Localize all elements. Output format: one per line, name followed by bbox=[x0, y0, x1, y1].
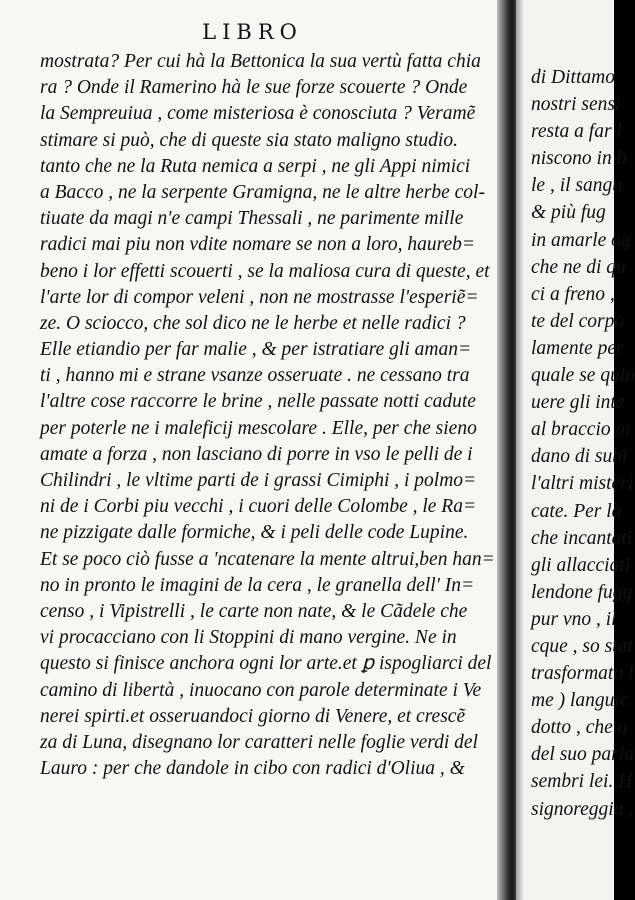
text-line: del suo parla bbox=[531, 744, 634, 766]
text-line: uere gli inte bbox=[531, 392, 625, 414]
text-line: Elle etiandio per far malie , & per istratiare gli aman= bbox=[40, 339, 472, 361]
text-line: in amarle og bbox=[531, 229, 631, 251]
text-line: radici mai piu non vdite nomare se non a loro, haureb= bbox=[40, 234, 476, 256]
text-line: beno i lor effetti scouerti , se la maliosa cura di queste, et bbox=[40, 260, 490, 282]
text-line: Lauro : per che dandole in cibo con radici d'Oliua , & bbox=[40, 758, 465, 780]
text-line: tiuate da magi n'e campi Thessali , ne parimente mille bbox=[40, 208, 464, 230]
text-line: ni de i Corbi piu vecchi , i cuori delle Colombe , le Ra= bbox=[40, 496, 477, 518]
running-head: LIBRO bbox=[202, 20, 303, 44]
text-line: le , il sangu bbox=[531, 175, 622, 197]
text-line: niscono in b bbox=[531, 148, 627, 170]
text-line: lamente per bbox=[531, 337, 624, 359]
text-line: nerei spirti.et osseruandoci giorno di Venere, et crescẽ bbox=[40, 705, 466, 727]
text-line: camino di libertà , inuocano con parole determinate i Ve bbox=[40, 679, 482, 701]
text-line: l'arte lor di compor veleni , non ne mostrasse l'esperiẽ= bbox=[40, 286, 479, 308]
text-line: te del corpo bbox=[531, 310, 625, 332]
text-line: gli allacciati bbox=[531, 554, 631, 576]
text-line: la Sempreuiua , come misteriosa è conosciuta ? Veramẽ bbox=[40, 103, 476, 125]
left-text-block bbox=[40, 49, 495, 782]
text-line: che ne di qu bbox=[531, 256, 626, 278]
text-line: l'altre cose raccorre le brine , nelle passate notti cadute bbox=[40, 391, 476, 413]
text-line: cate. Per la bbox=[531, 500, 622, 522]
text-line: & più fug bbox=[531, 202, 606, 224]
text-line: censo , i Vipistrelli , le carte non nate, & le Cãdele che bbox=[40, 600, 468, 622]
bottom-margin bbox=[0, 760, 505, 900]
text-line: a Bacco , ne la serpente Gramigna, ne le altre herbe col- bbox=[40, 181, 485, 203]
text-line: ti , hanno mi e strane vsanze osseruate . ne cessano tra bbox=[40, 365, 470, 387]
text-line: za di Luna, disegnano lor caratteri nelle foglie verdi del bbox=[40, 731, 478, 753]
text-line: me ) languic bbox=[531, 690, 629, 712]
text-line: dano di subi bbox=[531, 446, 628, 468]
text-line: amate a forza , non lasciano di porre in vso le pelli de i bbox=[40, 443, 473, 465]
text-line: quale se quin bbox=[531, 365, 635, 387]
text-line: dotto , che a bbox=[531, 717, 628, 739]
text-line: vi procacciano con li Stoppini di mano vergine. Ne in bbox=[40, 627, 457, 649]
text-line: trasformato l bbox=[531, 663, 634, 685]
text-line: tanto che ne la Ruta nemica a serpi , ne gli Appi nimici bbox=[40, 155, 471, 177]
text-line: ne pizzigate dalle formiche, & i peli delle code Lupine. bbox=[40, 522, 469, 544]
text-line: che incantati bbox=[531, 527, 633, 549]
right-text-block bbox=[531, 64, 635, 823]
text-line: cque , so stat bbox=[531, 635, 633, 657]
text-line: nostri sensi bbox=[531, 94, 621, 116]
text-line: per poterle ne i maleficij mescolare . Elle, per che sieno bbox=[40, 417, 477, 439]
text-line: ci a freno , bbox=[531, 283, 615, 305]
text-line: questo si finisce anchora ogni lor arte.et ꝑ ispogliarci del bbox=[40, 653, 492, 675]
text-line: ra ? Onde il Ramerino hà le sue forze scouerte ? Onde bbox=[40, 77, 468, 99]
text-line: pur vno , il bbox=[531, 608, 617, 630]
text-line: di Dittamo bbox=[531, 67, 615, 88]
right-page-shadow bbox=[516, 0, 524, 900]
text-line: l'altri misteri bbox=[531, 473, 634, 495]
text-line: Chilindri , le vltime parti de i grassi Cimiphi , i polmo= bbox=[40, 470, 477, 491]
text-line: stimare si può, che di queste sia stato maligno studio. bbox=[40, 129, 458, 151]
text-line: al braccio m bbox=[531, 419, 630, 441]
text-line: Et se poco ciò fusse a 'ncatenare la mente altrui,ben han= bbox=[40, 548, 495, 570]
text-line: resta a far l bbox=[531, 121, 622, 143]
text-line: mostrata? Per cui hà la Bettonica la sua vertù fatta chia bbox=[40, 51, 481, 72]
text-line: lendone fugg bbox=[531, 581, 633, 603]
text-line: no in pronto le imagini de la cera , le granella dell' In= bbox=[40, 574, 475, 596]
text-line: ze. O sciocco, che sol dico ne le herbe et nelle radici ? bbox=[40, 312, 466, 334]
text-line: sembri lei. H bbox=[531, 771, 633, 793]
text-line: signoreggia , bbox=[531, 798, 634, 820]
